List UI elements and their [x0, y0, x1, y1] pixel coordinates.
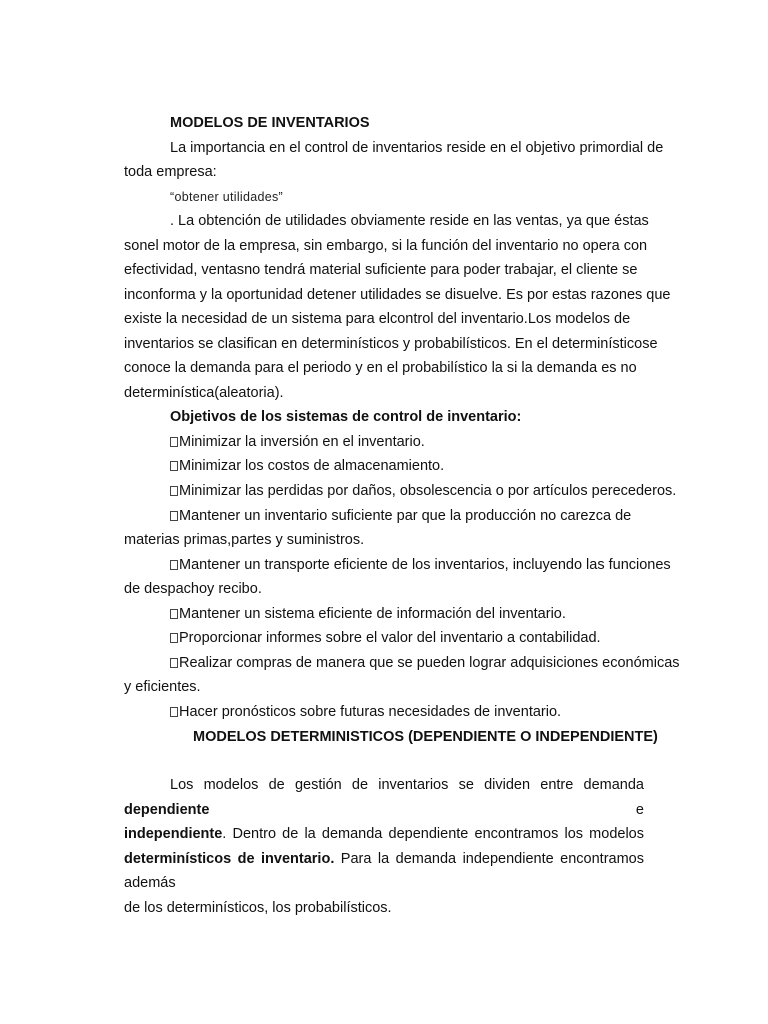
closing-paragraph	[124, 773, 644, 920]
section-heading: MODELOS DETERMINISTICOS (DEPENDIENTE O INDEPENDIENTE)	[193, 729, 658, 745]
bullet-box-icon	[170, 437, 178, 447]
objective-item-continuation: y eficientes.	[124, 679, 201, 695]
objective-item-continuation: materias primas,partes y suministros.	[124, 532, 365, 548]
objective-item: Proporcionar informes sobre el valor del inventario a contabilidad.	[170, 628, 601, 648]
objective-item: Mantener un transporte eficiente de los inventarios, incluyendo las funciones	[170, 555, 671, 575]
paragraph-line: existe la necesidad de un sistema para elcontrol del inventario.Los modelos de	[124, 311, 631, 327]
bullet-box-icon	[170, 658, 178, 668]
objective-item: Minimizar los costos de almacenamiento.	[170, 456, 444, 476]
objective-item: Realizar compras de manera que se pueden lograr adquisiciones económicas	[170, 653, 680, 673]
paragraph-line: determinística(aleatoria).	[124, 385, 284, 401]
paragraph-line: inconforma y la oportunidad detener utilidades se disuelve. Es por estas razones que	[124, 287, 671, 303]
bullet-box-icon	[170, 461, 178, 471]
bullet-box-icon	[170, 609, 178, 619]
bullet-box-icon	[170, 633, 178, 643]
paragraph-line: . La obtención de utilidades obviamente reside en las ventas, ya que éstas	[170, 213, 649, 229]
paragraph-line: efectividad, ventasno tendrá material suficiente para poder trabajar, el cliente se	[124, 262, 638, 278]
intro-line: La importancia en el control de inventarios reside en el objetivo primordial de	[170, 140, 664, 156]
paragraph-line: Los modelos de gestión de inventarios se dividen entre demanda dependiente e	[124, 777, 644, 818]
objective-item: Mantener un inventario suficiente par que la producción no carezca de	[170, 506, 631, 526]
paragraph-line: inventarios se clasifican en determinísticos y probabilísticos. En el determinísticose	[124, 336, 658, 352]
bullet-box-icon	[170, 511, 178, 521]
objective-item: Minimizar la inversión en el inventario.	[170, 432, 425, 452]
objective-item-continuation: de despachoy recibo.	[124, 581, 262, 597]
document-title: MODELOS DE INVENTARIOS	[170, 115, 370, 131]
paragraph-line: sonel motor de la empresa, sin embargo, si la función del inventario no opera con	[124, 238, 648, 254]
intro-line: toda empresa:	[124, 164, 217, 180]
objective-item: Hacer pronósticos sobre futuras necesidades de inventario.	[170, 702, 561, 722]
quote-text: “obtener utilidades”	[170, 190, 284, 204]
paragraph-line: conoce la demanda para el periodo y en el probabilístico la si la demanda es no	[124, 360, 637, 376]
paragraph-line: de los determinísticos, los probabilísticos.	[124, 899, 392, 916]
bullet-box-icon	[170, 560, 178, 570]
objective-item: Minimizar las perdidas por daños, obsolescencia o por artículos perecederos.	[170, 481, 676, 501]
paragraph-line: determinísticos de inventario. Para la demanda independiente encontramos además	[124, 850, 644, 891]
paragraph-line: independiente. Dentro de la demanda dependiente encontramos los modelos	[124, 826, 644, 842]
objective-item: Mantener un sistema eficiente de información del inventario.	[170, 604, 566, 624]
bullet-box-icon	[170, 486, 178, 496]
bullet-box-icon	[170, 707, 178, 717]
objectives-heading: Objetivos de los sistemas de control de inventario:	[170, 409, 522, 425]
